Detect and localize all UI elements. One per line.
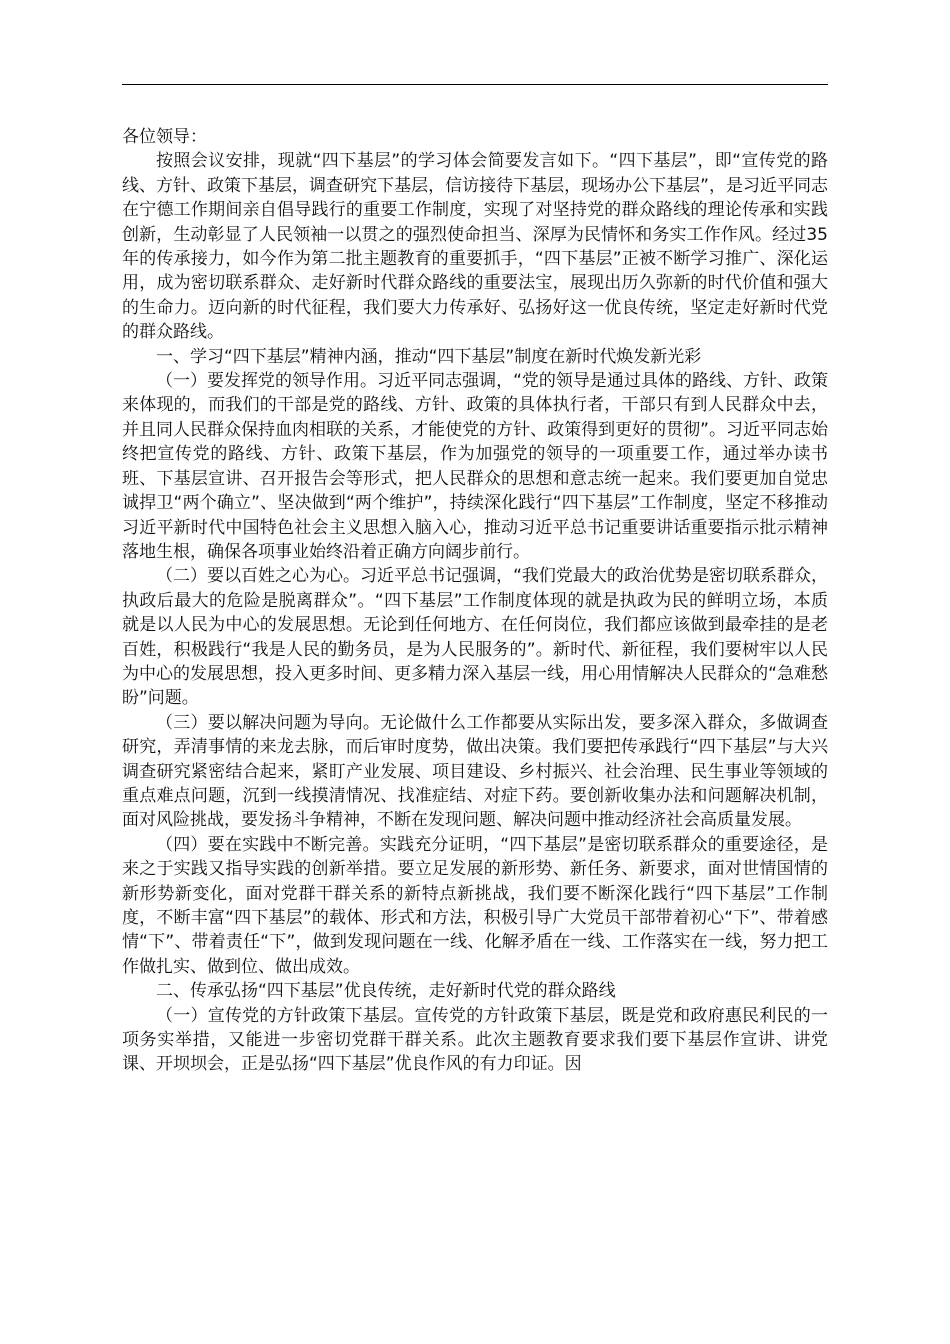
paragraph-1-4: （四）要在实践中不断完善。实践充分证明，“四下基层”是密切联系群众的重要途径，是来之于实践又指导实践的创新举措。要立足发展的新形势、新任务、新要求，面对世情国情的新形势新变化，面对党群干群关系的新特点新挑战，我们要不断深化践行“四下基层”工作制度，不断丰富“四下基层”的载体、形式和方法，积极引导广大党员干部带着初心“下”、带着感情“下”、带着责任“下”，做到发现问题在一线、化解矛盾在一线、工作落实在一线，努力把工作做扎实、做到位、做出成效。 [122, 834, 828, 977]
paragraph-1-2: （二）要以百姓之心为心。习近平总书记强调，“我们党最大的政治优势是密切联系群众，执政后最大的危险是脱离群众”。“四下基层”工作制度体现的就是执政为民的鲜明立场，本质就是以人民为中心的发展思想。无论到任何地方、在任何岗位，我们都应该做到最牵挂的是老百姓，积极践行“我是人民的勤务员，是为人民服务的”。新时代、新征程，我们要树牢以人民为中心的发展思想，投入更多时间、更多精力深入基层一线，用心用情解决人民群众的“急难愁盼”问题。 [122, 566, 828, 709]
header-rule [122, 84, 828, 85]
section-heading-2: 二、传承弘扬“四下基层”优良传统，走好新时代党的群众路线 [156, 981, 616, 1002]
paragraph-2-1: （一）宣传党的方针政策下基层。宣传党的方针政策下基层，既是党和政府惠民利民的一项务实举措，又能进一步密切党群干群关系。此次主题教育要求我们要下基层作宣讲、讲党课、开坝坝会，正是弘扬“四下基层”优良作风的有力印证。因 [122, 1005, 828, 1075]
salutation: 各位领导： [122, 127, 207, 147]
intro-paragraph: 按照会议安排，现就“四下基层”的学习体会简要发言如下。“四下基层”，即“宣传党的路线、方针、政策下基层，调查研究下基层，信访接待下基层，现场办公下基层”，是习近平同志在宁德工作期间亲自倡导践行的重要工作制度，实现了对坚持党的群众路线的理论传承和实践创新，生动彰显了人民领袖一以贯之的强烈使命担当、深厚为民情怀和务实工作作风。经过35年的传承接力，如今作为第二批主题教育的重要抓手，“四下基层”正被不断学习推广、深化运用，成为密切联系群众、走好新时代群众路线的重要法宝，展现出历久弥新的时代价值和强大的生命力。迈向新的时代征程，我们要大力传承好、弘扬好这一优良传统，坚定走好新时代党的群众路线。 [122, 151, 828, 343]
paragraph-1-3: （三）要以解决问题为导向。无论做什么工作都要从实际出发，要多深入群众，多做调查研究，弄清事情的来龙去脉，而后审时度势，做出决策。我们要把传承践行“四下基层”与大兴调查研究紧密结合起来，紧盯产业发展、项目建设、乡村振兴、社会治理、民生事业等领域的重点难点问题，沉到一线摸清情况、找准症结、对症下药。要创新收集办法和问题解决机制，面对风险挑战，要发扬斗争精神，不断在发现问题、解决问题中推动经济社会高质量发展。 [122, 712, 828, 831]
section-heading-1: 一、学习“四下基层”精神内涵，推动“四下基层”制度在新时代焕发新光彩 [156, 346, 702, 367]
paragraph-1-1: （一）要发挥党的领导作用。习近平同志强调，“党的领导是通过具体的路线、方针、政策来体现的，而我们的干部是党的路线、方针、政策的具体执行者，干部只有到人民群众中去，并且同人民群众保持血肉相联的关系，才能使党的方针、政策得到更好的贯彻”。习近平同志始终把宣传党的路线、方针、政策下基层，作为加强党的领导的一项重要工作，通过举办读书班、下基层宣讲、召开报告会等形式，把人民群众的思想和意志统一起来。我们要更加自觉忠诚捍卫“两个确立”、坚决做到“两个维护”，持续深化践行“四下基层”工作制度，坚定不移推动习近平新时代中国特色社会主义思想入脑入心，推动习近平总书记重要讲话重要指示批示精神落地生根，确保各项事业始终沿着正确方向阔步前行。 [122, 371, 828, 562]
document-body [122, 125, 828, 1077]
